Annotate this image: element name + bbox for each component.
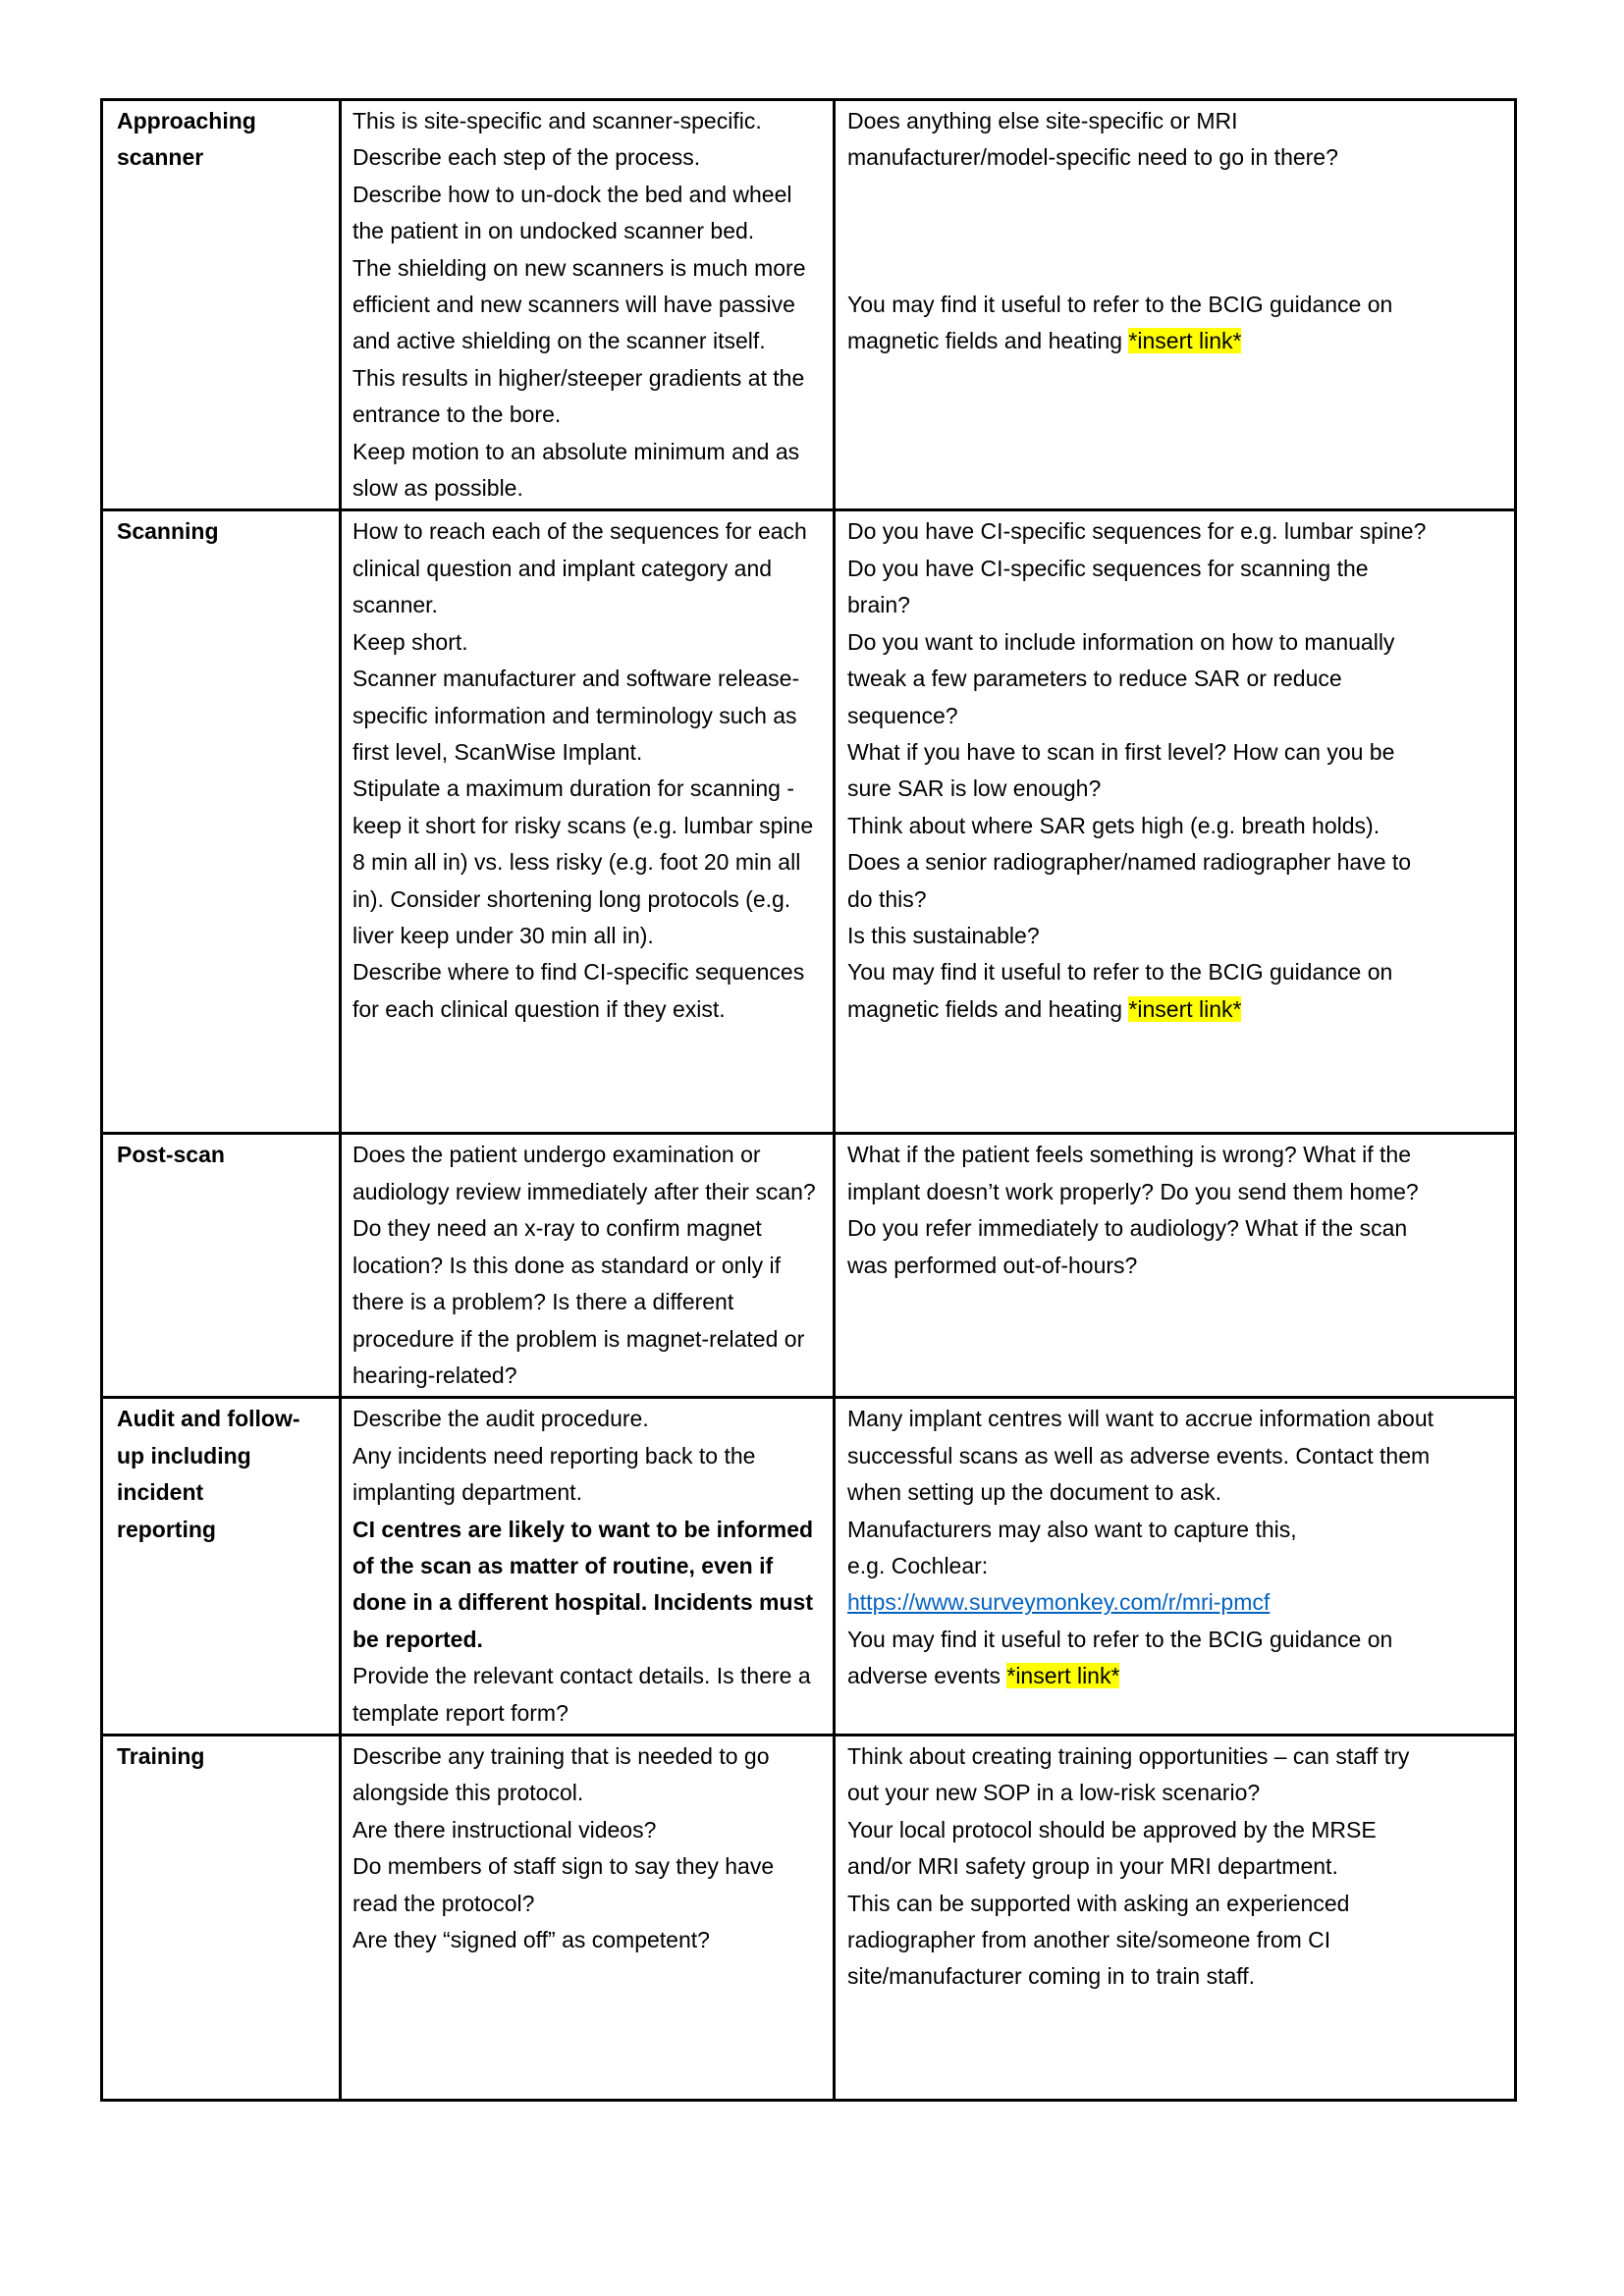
questions-cell: [835, 100, 1516, 510]
questions-cell: [835, 1398, 1516, 1735]
paragraph: [847, 1584, 1436, 1621]
text-run: Does the patient undergo examination or audiology review immediately after their scan? Do they need an x-ray to confirm magnet location? Is this done as standard or only if there is a problem? Is there a different procedure if the problem is magnet-related or hearing-related?: [352, 1142, 816, 1388]
text-run: Describe any training that is needed to go alongside this protocol.: [352, 1742, 770, 1806]
blank-line: [847, 177, 1436, 213]
table-row: [102, 1398, 1516, 1735]
row-header-label: Training: [117, 1742, 205, 1769]
text-run: CI centres are likely to want to be informed of the scan as matter of routine, even if done in a different hospital. Incidents must be reported.: [352, 1516, 814, 1652]
highlighted-placeholder-text: *insert link*: [1128, 995, 1242, 1022]
table-row: [102, 1134, 1516, 1398]
table-body: [102, 100, 1516, 2101]
paragraph: [352, 1401, 824, 1437]
text-run: Describe the audit procedure.: [352, 1406, 649, 1432]
text-run: Any incidents need reporting back to the implanting department.: [352, 1442, 756, 1506]
paragraph: [847, 1812, 1436, 1886]
guidance-cell: [341, 510, 835, 1134]
paragraph: [847, 918, 1436, 954]
table-row: [102, 1735, 1516, 2100]
paragraph: [847, 808, 1436, 844]
paragraph: [352, 434, 824, 507]
questions-cell: [835, 1735, 1516, 2100]
paragraph: [847, 954, 1436, 1028]
paragraph: [352, 513, 824, 623]
row-header-label: Post-scan: [117, 1142, 225, 1168]
text-run: Describe how to un-dock the bed and wheel the patient in on undocked scanner bed.: [352, 181, 792, 244]
paragraph: [847, 734, 1436, 808]
text-run: Think about where SAR gets high (e.g. breath holds).: [847, 812, 1380, 838]
paragraph: [352, 954, 824, 1028]
text-run: Keep short.: [352, 628, 468, 655]
blank-line: [847, 250, 1436, 287]
text-run: What if you have to scan in first level? How can you be sure SAR is low enough?: [847, 738, 1395, 802]
paragraph: [352, 1738, 824, 1812]
protocol-guidance-table: [100, 98, 1517, 2102]
row-header-cell: [102, 510, 341, 1134]
questions-cell: [835, 510, 1516, 1134]
paragraph: [352, 1848, 824, 1922]
row-header-cell: [102, 100, 341, 510]
paragraph: [847, 1738, 1436, 1812]
text-run: Think about creating training opportunities – can staff try out your new SOP in a low-risk scenario?: [847, 1742, 1410, 1806]
text-run: Do members of staff sign to say they have read the protocol?: [352, 1853, 775, 1916]
text-run: Are they “signed off” as competent?: [352, 1927, 710, 1952]
paragraph: [352, 1922, 824, 1958]
text-run: Provide the relevant contact details. Is there a template report form?: [352, 1663, 811, 1726]
paragraph: [847, 287, 1436, 360]
text-run: Do you have CI-specific sequences for e.g. lumbar spine?: [847, 518, 1427, 545]
paragraph: [352, 360, 824, 434]
guidance-cell: [341, 1398, 835, 1735]
paragraph: [847, 1137, 1436, 1284]
text-run: Many implant centres will want to accrue information about successful scans as well as adverse events. Contact them when setting up the document to ask.: [847, 1406, 1435, 1506]
hyperlink[interactable]: https://www.surveymonkey.com/r/mri-pmcf: [847, 1589, 1271, 1616]
paragraph: [847, 551, 1436, 624]
text-run: Stipulate a maximum duration for scanning - keep it short for risky scans (e.g. lumbar spine 8 min all in) vs. less risky (e.g. foot 20 min all in). Consider shortening long protocols (e.g. liver keep under 30 min all in).: [352, 775, 814, 948]
guidance-cell: [341, 1134, 835, 1398]
highlighted-placeholder-text: *insert link*: [1006, 1663, 1120, 1689]
text-run: Keep motion to an absolute minimum and as slow as possible.: [352, 438, 800, 502]
blank-line: [847, 213, 1436, 249]
row-header-label: Approaching scanner: [117, 108, 256, 171]
paragraph: [847, 844, 1436, 918]
row-header-label: Audit and follow-up including incident reporting: [117, 1406, 300, 1542]
highlighted-placeholder-text: *insert link*: [1128, 328, 1242, 354]
text-run: Do you have CI-specific sequences for scanning the brain?: [847, 555, 1369, 618]
text-run: Does a senior radiographer/named radiographer have to do this?: [847, 849, 1412, 912]
text-run: You may find it useful to refer to the BCIG guidance on magnetic fields and heating: [847, 959, 1393, 1022]
paragraph: [352, 250, 824, 360]
table-row: [102, 510, 1516, 1134]
paragraph: [352, 1438, 824, 1512]
text-run: Scanner manufacturer and software release-specific information and terminology such as first level, ScanWise Implant.: [352, 666, 800, 765]
row-header-cell: [102, 1134, 341, 1398]
row-header-cell: [102, 1398, 341, 1735]
text-run: e.g. Cochlear:: [847, 1552, 989, 1578]
text-run: Manufacturers may also want to capture this,: [847, 1516, 1297, 1542]
text-run: Do you want to include information on how to manually tweak a few parameters to reduce SAR or reduce sequence?: [847, 628, 1395, 728]
paragraph: [352, 139, 824, 176]
text-run: This results in higher/steeper gradients at the entrance to the bore.: [352, 364, 805, 428]
guidance-cell: [341, 100, 835, 510]
text-run: The shielding on new scanners is much more efficient and new scanners will have passive and active shielding on the scanner itself.: [352, 254, 806, 354]
paragraph: [352, 1812, 824, 1848]
text-run: Are there instructional videos?: [352, 1816, 657, 1842]
paragraph: [352, 1512, 824, 1659]
paragraph: [847, 624, 1436, 734]
text-run: What if the patient feels something is wrong? What if the implant doesn’t work properly? Do you send them home? Do you refer immediately to audiology? What if the scan was performed out-of-hours?: [847, 1142, 1419, 1278]
text-run: Describe where to find CI-specific sequences for each clinical question if they exist.: [352, 959, 805, 1022]
paragraph: [847, 1401, 1436, 1511]
paragraph: [847, 513, 1436, 550]
text-run: You may find it useful to refer to the BCIG guidance on adverse events: [847, 1626, 1393, 1689]
guidance-cell: [341, 1735, 835, 2100]
paragraph: [352, 1137, 824, 1394]
text-run: Your local protocol should be approved by the MRSE and/or MRI safety group in your MRI department.: [847, 1816, 1377, 1880]
text-run: This is site-specific and scanner-specific.: [352, 108, 762, 133]
paragraph: [352, 103, 824, 139]
paragraph: [352, 177, 824, 250]
text-run: Does anything else site-specific or MRI manufacturer/model-specific need to go in there?: [847, 108, 1338, 171]
paragraph: [847, 1886, 1436, 1996]
paragraph: [847, 1548, 1436, 1584]
paragraph: [352, 771, 824, 954]
text-run: How to reach each of the sequences for each clinical question and implant category and scanner.: [352, 518, 807, 618]
paragraph: [352, 661, 824, 771]
text-run: Is this sustainable?: [847, 922, 1040, 948]
paragraph: [847, 1622, 1436, 1695]
text-run: Describe each step of the process.: [352, 144, 701, 171]
questions-cell: [835, 1134, 1516, 1398]
table-row: [102, 100, 1516, 510]
row-header-label: Scanning: [117, 518, 219, 545]
text-run: You may find it useful to refer to the BCIG guidance on magnetic fields and heating: [847, 291, 1393, 354]
paragraph: [352, 1658, 824, 1732]
text-run: This can be supported with asking an experienced radiographer from another site/someone from CI site/manufacturer coming in to train staff.: [847, 1890, 1350, 1990]
paragraph: [847, 1512, 1436, 1548]
paragraph: [352, 624, 824, 661]
paragraph: [847, 103, 1436, 177]
row-header-cell: [102, 1735, 341, 2100]
